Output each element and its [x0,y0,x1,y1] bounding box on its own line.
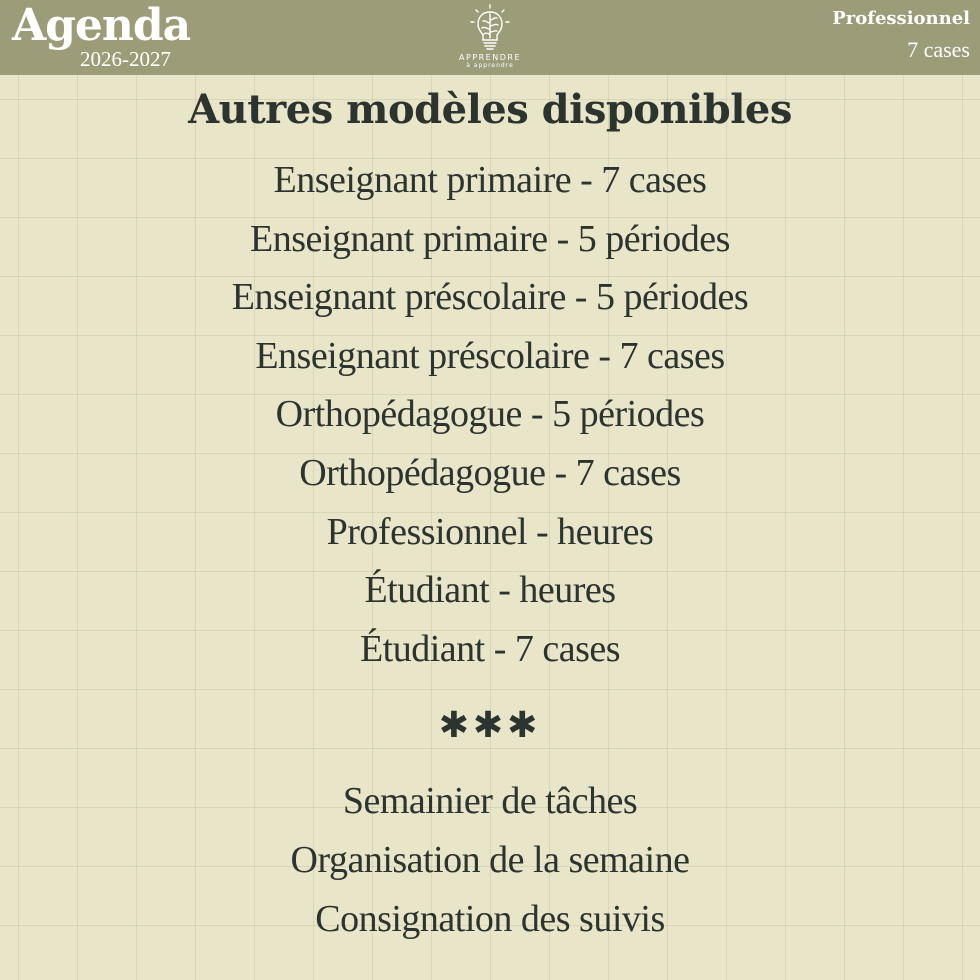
header-banner [0,0,980,75]
model-item: Étudiant - 7 cases [359,627,621,670]
model-item: Professionnel - heures [326,510,654,553]
brand-title: Agenda [12,0,191,51]
logo [452,4,528,72]
extra-item: Semainier de tâches [342,780,638,822]
model-item: Enseignant primaire - 7 cases [273,159,707,201]
brand-years: 2026-2027 [80,47,171,71]
extra-item: Consignation des suivis [315,898,665,940]
extras-list [0,772,980,949]
model-item: Étudiant - heures [364,569,616,612]
model-item: Orthopédagogue - 7 cases [299,451,681,494]
model-item: Orthopédagogue - 5 périodes [275,393,705,436]
lightbulb-brain-icon [468,4,512,52]
model-item: Enseignant primaire - 5 périodes [250,217,730,260]
asterisk-separator: ✱✱✱ [438,705,542,746]
model-item: Enseignant préscolaire - 7 cases [255,334,725,377]
model-item: Enseignant préscolaire - 5 périodes [231,276,749,319]
page-heading: Autres modèles disponibles [188,86,792,133]
edition-title: Professionnel [832,8,970,29]
models-list [0,151,980,678]
logo-text-sub: à apprendre [466,62,514,69]
logo-text-main: APPRENDRE [459,53,521,62]
edition-subtitle: 7 cases [907,37,970,62]
extra-item: Organisation de la semaine [290,839,690,881]
